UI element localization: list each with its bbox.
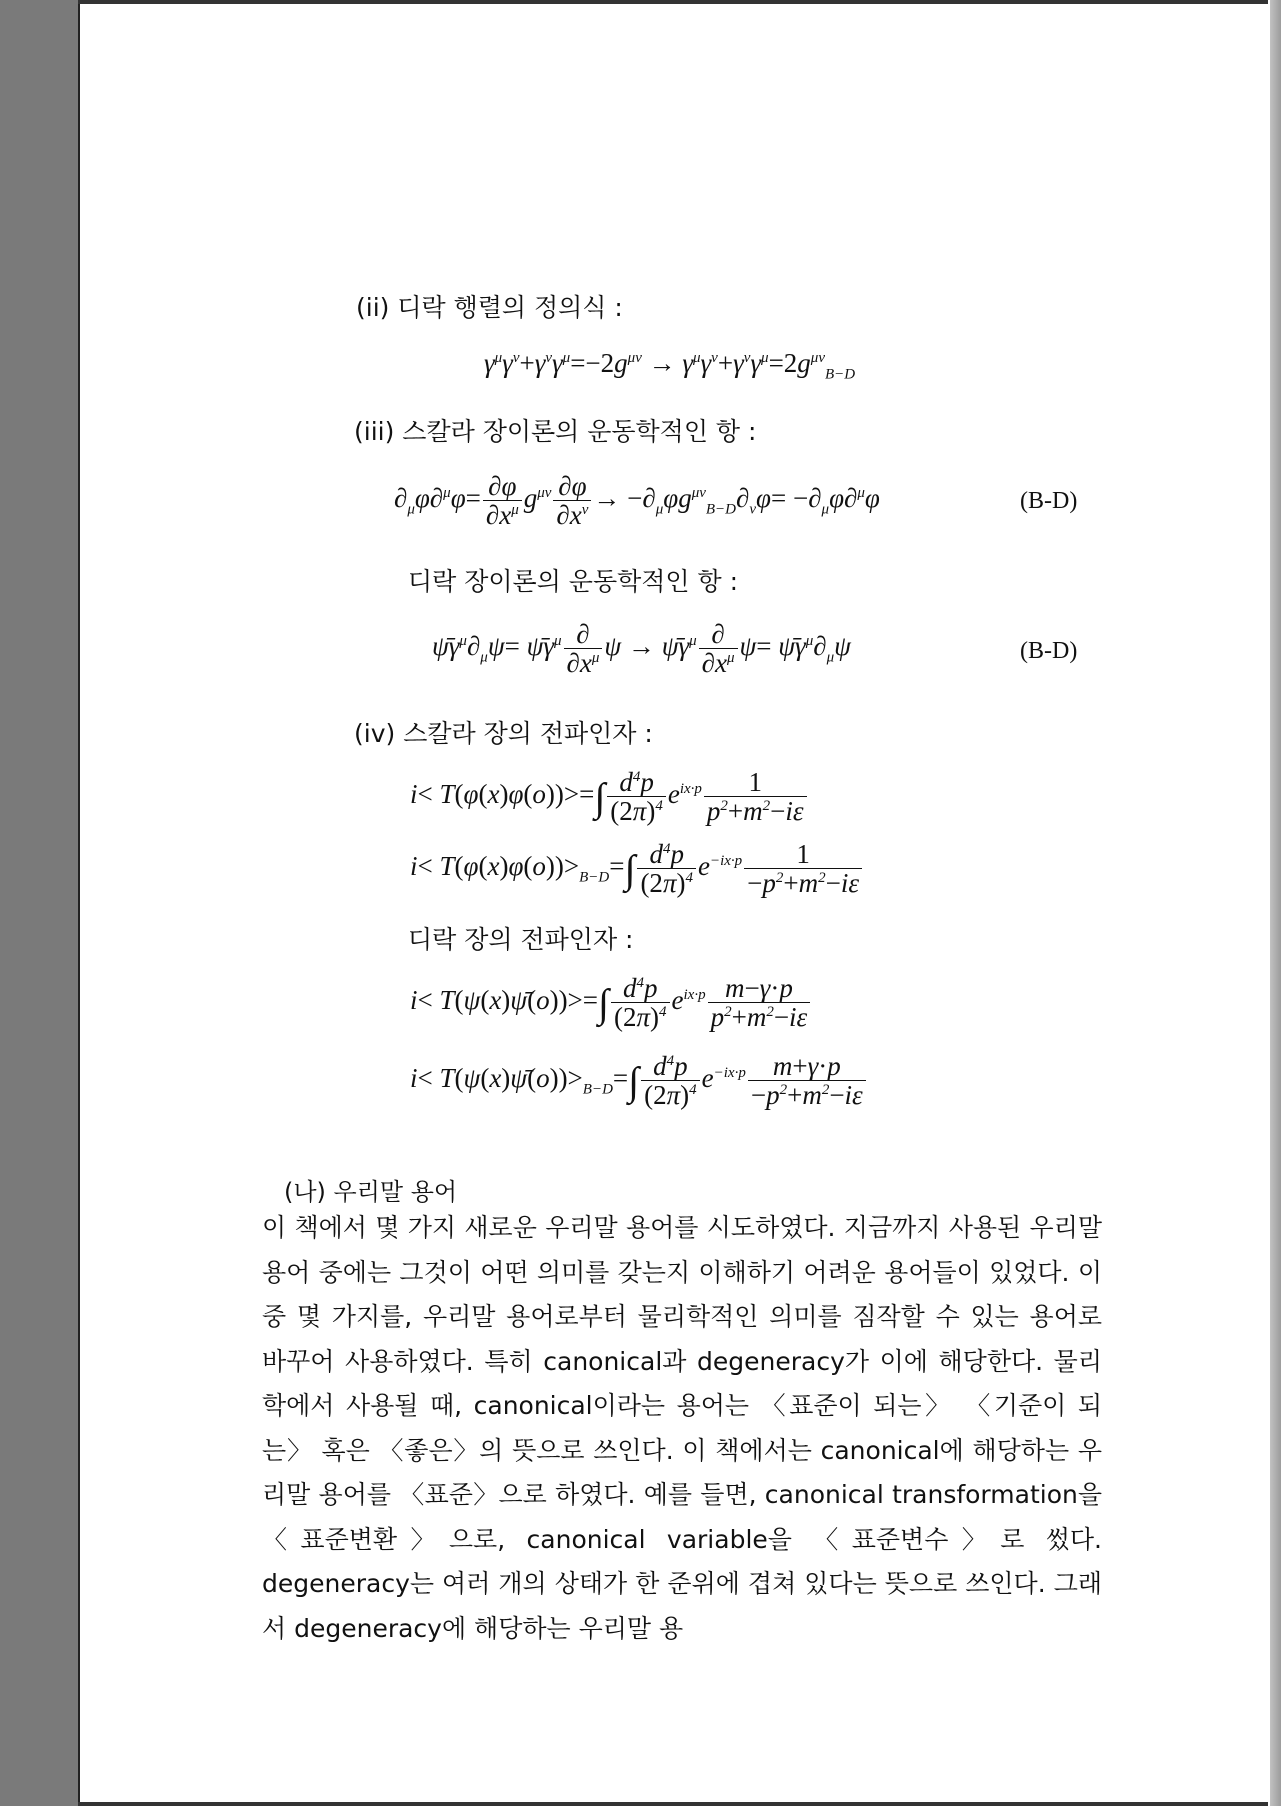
paragraph-text: 이 책에서 몇 가지 새로운 우리말 용어를 시도하였다. 지금까지 사용된 우리말 용어 중에는 그것이 어떤 의미를 갖는지 이해하기 어려운 용어들이 있었다. 이 중 몇 가지를, 우리말 용어로부터 물리학적인 의미를 짐작할 수 있는 용어로 바꾸어 사용하였다. 특히 canonical과 degeneracy가 이에 해당한다. 물리학에서 사용될 때, canonical이라는 용어는 〈표준이 되는〉 〈기준이 되는〉 혹은 〈좋은〉의 뜻으로 쓰인다. 이 책에서는 canonical에 해당하는 우리말 용어를 〈표준〉으로 하였다. 예를 들면, canonical transformation을 〈표준변환〉으로, canonical variable을 〈표준변수〉로 썼다. degeneracy는 여러 개의 상태가 한 준위에 겹쳐 있다는 뜻으로 쓰인다. 그래서 degeneracy에 해당하는 우리말 용 bbox=[262, 1213, 1102, 1643]
section-iii-heading: (iii) 스칼라 장이론의 운동학적인 항 : bbox=[354, 417, 757, 446]
dirac-matrix-equation: $\gamma^\mu\gamma^\nu+\gamma^\nu\gamma^\mu=-2g^{\mu\nu} \to \gamma^\mu\gamma^\nu+\gamma^\nu\gamma^\mu=2g^{\mu\nu}_{B-D}$ bbox=[484, 348, 856, 383]
section-na-heading: (나) 우리말 용어 bbox=[284, 1178, 458, 1206]
scalar-kinetic-equation-label: (B-D) bbox=[1020, 488, 1078, 514]
scalar-propagator-equation: i< T(φ(x)φ(o))>=∫ $\frac{d^4p}{(2\pi)^4}$ $e^{ix\cdot p}$ $\frac{1}{p^2+m^2-i\varepsilon}$ bbox=[410, 768, 809, 826]
dirac-propagator-equation: i< T(ψ(x)ψ̄(o))>=∫ $\frac{d^4p}{(2\pi)^4}$ $e^{ix\cdot p}$ $\frac{m-\gamma\cdot p}{p^2+m^2-i\varepsilon}$ bbox=[410, 974, 812, 1032]
section-ii-heading: (ii) 디락 행렬의 정의식 : bbox=[356, 293, 623, 322]
section-iv-heading: (iv) 스칼라 장의 전파인자 : bbox=[354, 719, 653, 748]
dirac-propagator-heading: 디락 장의 전파인자 : bbox=[408, 925, 634, 954]
dirac-propagator-bd-equation: $i< T(\psi(x)\psī(o))>_{B-D}=\int$ $\frac{d^4p}{(2\pi)^4}$ $e^{-ix\cdot p}$ $\frac{m+\gamma\cdot p}{-p^2+m^2-i\varepsilon}$ bbox=[410, 1052, 868, 1110]
dirac-kinetic-heading: 디락 장이론의 운동학적인 항 : bbox=[408, 567, 739, 596]
page-bottom-border bbox=[78, 1802, 1268, 1806]
page-top-border bbox=[78, 0, 1268, 4]
dirac-kinetic-equation: $\psī\gamma^\mu\partial_\mu\psi=$ $\psī\gamma^\mu$ $\frac{\partial}{\partial x^\mu}$ $\psi \to \psī\gamma^\mu$ $\frac{\partial}{\partial x^\mu}$ $\psi= \psī\gamma^\mu\partial_\mu\psi$ bbox=[432, 619, 851, 679]
korean-terms-paragraph bbox=[262, 1206, 1102, 1651]
scalar-kinetic-equation: $\partial_\mu\varphi\partial^\mu\varphi=$ $\frac{\partial\varphi}{\partial x^\mu}$ $g^{\mu\nu}$ $\frac{\partial\varphi}{\partial x^\nu}$ → $-\partial_\mu\varphi g^{\mu\nu}_{B-D}\partial_\nu\varphi= -\partial_\mu\varphi\partial^\mu\varphi$ bbox=[394, 471, 880, 531]
scalar-propagator-bd-equation: $i< T(\varphi(x)\varphi(o))>_{B-D}=\int$ $\frac{d^4p}{(2\pi)^4}$ $e^{-ix\cdot p}$ $\frac{1}{-p^2+m^2-i\varepsilon}$ bbox=[410, 840, 864, 898]
dirac-kinetic-equation-label: (B-D) bbox=[1020, 638, 1078, 664]
